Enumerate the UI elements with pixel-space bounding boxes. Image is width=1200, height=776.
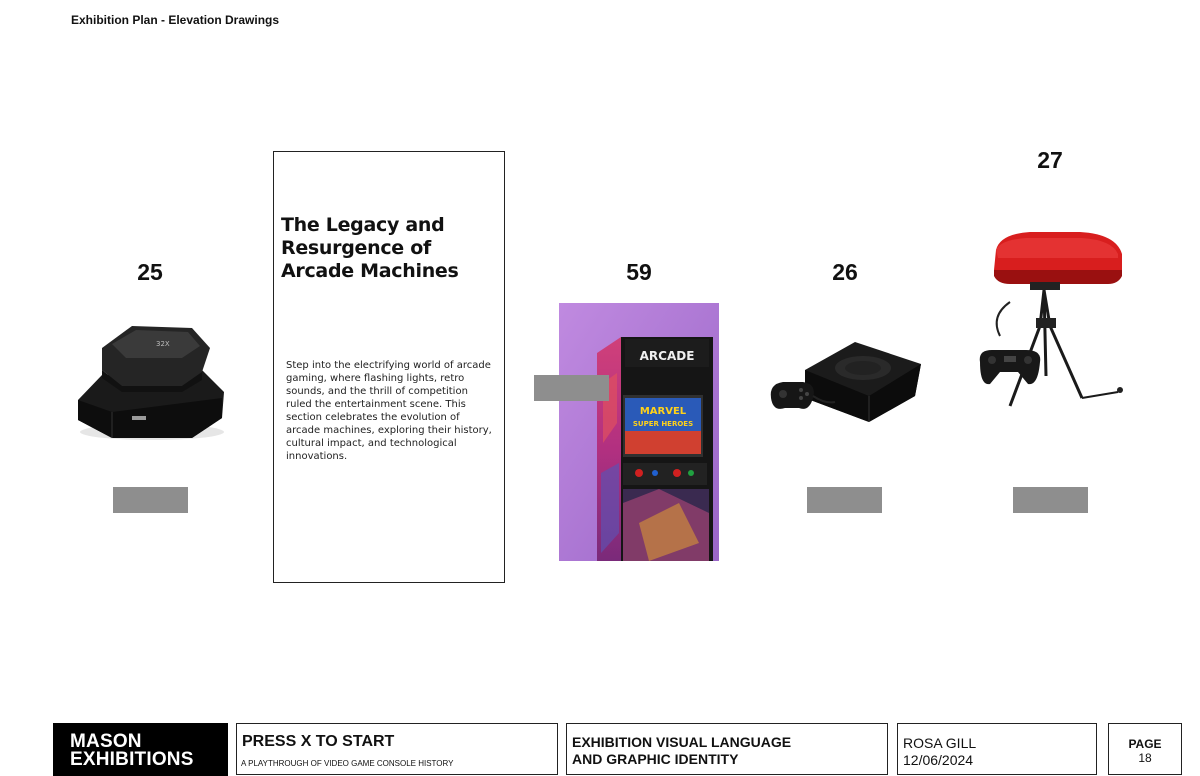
document-date: 12/06/2024 [903, 752, 974, 768]
label-plate-59 [534, 375, 609, 401]
label-plate-25 [113, 487, 188, 513]
label-plate-26 [807, 487, 882, 513]
sega-saturn-image [765, 336, 925, 428]
page-header: Exhibition Plan - Elevation Drawings [71, 13, 280, 27]
document-title-line-2: AND GRAPHIC IDENTITY [572, 751, 739, 767]
arcade-cabinet-image [559, 303, 719, 561]
label-plate-27 [1013, 487, 1088, 513]
panel-title: The Legacy and Resurgence of Arcade Machines [281, 214, 459, 282]
panel-body: Step into the electrifying world of arcade gaming, where flashing lights, retro sounds, and the thrill of competition ruled the entertainment scene. This section celebrates the evolution of arcade machines, exploring their history, cultural impact, and technological innovations. [286, 360, 492, 462]
brand-line-2: EXHIBITIONS [70, 749, 194, 770]
project-box [236, 723, 558, 775]
console-badge-text: 32X [156, 340, 170, 348]
author-name: ROSA GILL [903, 735, 977, 751]
cabinet-marquee: ARCADE [639, 349, 695, 363]
page-number: 18 [1138, 751, 1152, 765]
brand-block [53, 723, 228, 776]
project-subtitle: A PLAYTHROUGH OF VIDEO GAME CONSOLE HISTORY [241, 759, 454, 768]
page-box [1108, 723, 1182, 775]
project-title: PRESS X TO START [242, 733, 395, 750]
virtual-boy-image [970, 226, 1130, 426]
exhibit-number-27: 27 [1037, 147, 1063, 173]
info-panel [273, 151, 505, 583]
cabinet-game-subtitle: SUPER HEROES [632, 420, 694, 428]
cabinet-game-title: MARVEL [639, 406, 687, 417]
document-title-line-1: EXHIBITION VISUAL LANGUAGE [572, 734, 792, 750]
page-label: PAGE [1128, 737, 1162, 751]
author-box [897, 723, 1097, 775]
brand-line-1: MASON [70, 731, 142, 752]
exhibit-number-26: 26 [832, 259, 858, 285]
exhibit-number-25: 25 [137, 259, 163, 285]
document-box [566, 723, 888, 775]
exhibit-number-59: 59 [626, 259, 652, 285]
sega-genesis-32x-image [72, 320, 230, 445]
